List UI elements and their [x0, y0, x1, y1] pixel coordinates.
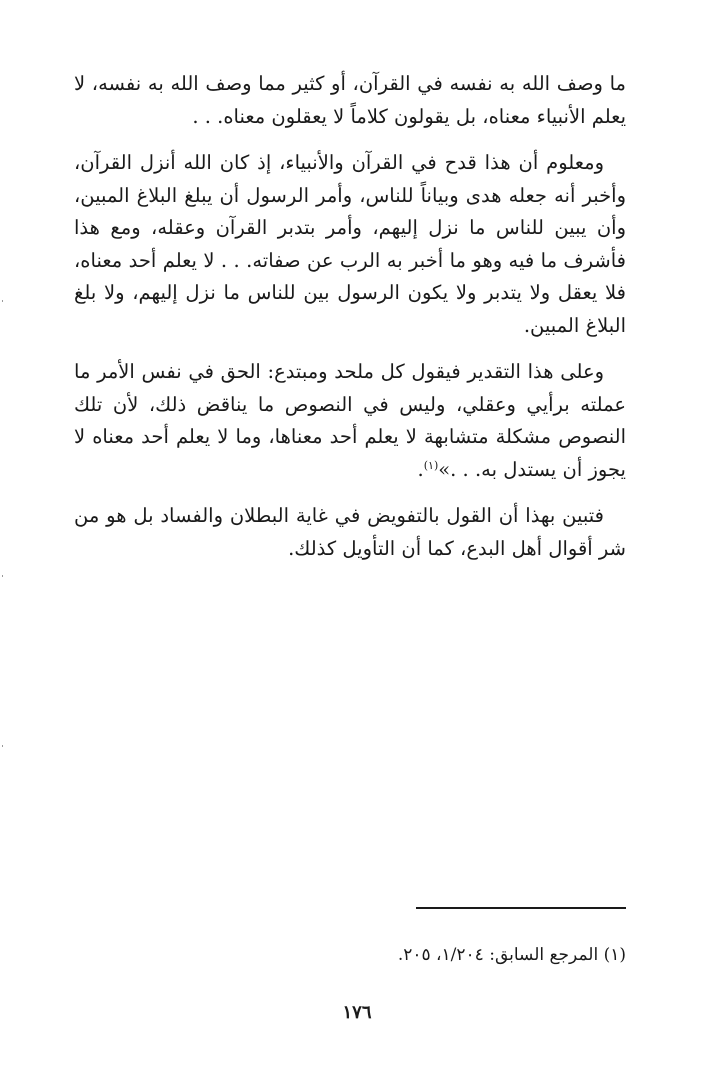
scan-margin-mark — [2, 745, 3, 747]
scan-margin-mark — [2, 575, 3, 577]
paragraph-4: فتبين بهذا أن القول بالتفويض في غاية البطلان والفساد بل هو من شر أقوال أهل البدع، كما أن التأويل كذلك. — [74, 504, 626, 560]
paragraph-2: ومعلوم أن هذا قدح في القرآن والأنبياء، إذ كان الله أنزل القرآن، وأخبر أنه جعله هدى وبياناً للناس، وأمر الرسول أن يبلغ البلاغ المبين، وأن يبين للناس ما نزل إليهم، وأمر بتدبر القرآن وعقله، ومع هذا فأشرف ما فيه وهو ما أخبر به الرب عن صفاته. . . لا يعلم أحد معناه، فلا يعقل ولا يتدبر ولا يكون الرسول بين للناس ما نزل إليهم، ولا بلغ البلاغ المبين. — [74, 151, 626, 337]
scan-margin-mark — [2, 300, 3, 302]
main-text — [74, 68, 626, 565]
footnote-reference: (١) — [423, 458, 439, 472]
paragraph-1: ما وصف الله به نفسه في القرآن، أو كثير مما وصف الله به نفسه، لا يعلم الأنبياء معناه، بل يقولون كلاماً لا يعقلون معناه. . . — [74, 72, 626, 128]
paragraph-3 — [74, 356, 626, 486]
paragraph-3-text: وعلى هذا التقدير فيقول كل ملحد ومبتدع: الحق في نفس الأمر ما عملته برأيي وعقلي، وليس في النصوص ما يناقض ذلك، لأن تلك النصوص مشكلة متشابهة لا يعلم أحد معناها، وما لا يعلم أحد معناه لا يجوز أن يستدل به. . .» — [74, 360, 626, 481]
paragraph-3-end: . — [417, 457, 424, 481]
footnote-separator — [416, 907, 626, 909]
footnote: (١) المرجع السابق: ١/٢٠٤، ٢٠٥. — [397, 945, 626, 965]
page-number: ١٧٦ — [342, 1002, 372, 1023]
